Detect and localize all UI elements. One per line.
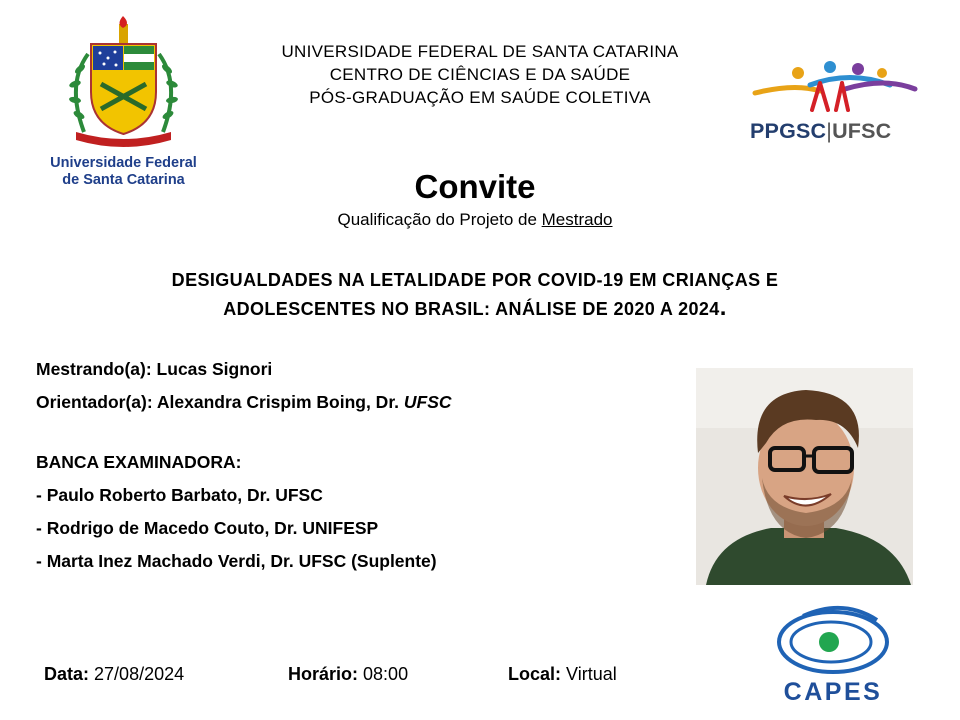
board-member: - Marta Inez Machado Verdi, Dr. UFSC (Suplente)	[36, 551, 437, 571]
invite-title: Convite	[414, 168, 536, 205]
capes-eye-icon	[773, 598, 893, 678]
thesis-title-line1: DESIGUALDADES NA LETALIDADE POR COVID-19 EM CRIANÇAS E	[171, 270, 779, 290]
time-field	[288, 664, 408, 685]
date-label: Data:	[44, 664, 90, 684]
thesis-title-line2	[60, 294, 890, 323]
ufsc-coat-of-arms-icon	[36, 14, 211, 154]
institution-header	[230, 40, 730, 109]
ppgsc-people-icon	[750, 55, 920, 115]
ufsc-logo	[36, 14, 211, 189]
ppgsc-wordmark	[750, 119, 920, 144]
invite-subtitle	[0, 210, 950, 230]
ppgsc-separator: |	[826, 119, 833, 143]
thesis-title-line2-text: ADOLESCENTES NO BRASIL: ANÁLISE DE 2020 A 2024	[223, 299, 720, 319]
date-value: 27/08/2024	[94, 664, 185, 684]
board-heading: BANCA EXAMINADORA:	[36, 452, 242, 472]
ufsc-name-line2: de Santa Catarina	[62, 172, 185, 188]
time-label: Horário:	[288, 664, 359, 684]
invite-subtitle-prefix: Qualificação do Projeto de	[337, 210, 542, 229]
ppgsc-logo	[750, 55, 920, 150]
ppgsc-text-right: UFSC	[832, 119, 892, 143]
student-portrait-photo	[696, 368, 913, 585]
people-section	[36, 353, 676, 578]
student-line: Mestrando(a): Lucas Signori	[36, 359, 273, 379]
advisor-name: Orientador(a): Alexandra Crispim Boing, Dr.	[36, 392, 404, 412]
invite-subtitle-degree: Mestrado	[541, 210, 613, 229]
header-line-center: CENTRO DE CIÊNCIAS E DA SAÚDE	[329, 65, 631, 84]
board-member: - Paulo Roberto Barbato, Dr. UFSC	[36, 485, 323, 505]
board-member: - Rodrigo de Macedo Couto, Dr. UNIFESP	[36, 518, 379, 538]
thesis-title	[60, 266, 890, 323]
place-value: Virtual	[566, 664, 617, 684]
date-field	[44, 664, 184, 685]
advisor-institution: UFSC	[403, 392, 452, 412]
place-label: Local:	[508, 664, 562, 684]
ppgsc-text-left: PPGSC	[750, 119, 827, 143]
thesis-title-period: .	[719, 294, 727, 321]
capes-logo	[773, 598, 893, 710]
time-value: 08:00	[363, 664, 409, 684]
advisor-line	[36, 386, 676, 419]
header-line-program: PÓS-GRADUAÇÃO EM SAÚDE COLETIVA	[309, 88, 651, 107]
capes-wordmark: CAPES	[783, 678, 883, 706]
place-field	[508, 664, 617, 685]
header-line-university: UNIVERSIDADE FEDERAL DE SANTA CATARINA	[281, 42, 679, 61]
ufsc-name-line1: Universidade Federal	[50, 155, 197, 171]
student-photo	[696, 368, 913, 585]
